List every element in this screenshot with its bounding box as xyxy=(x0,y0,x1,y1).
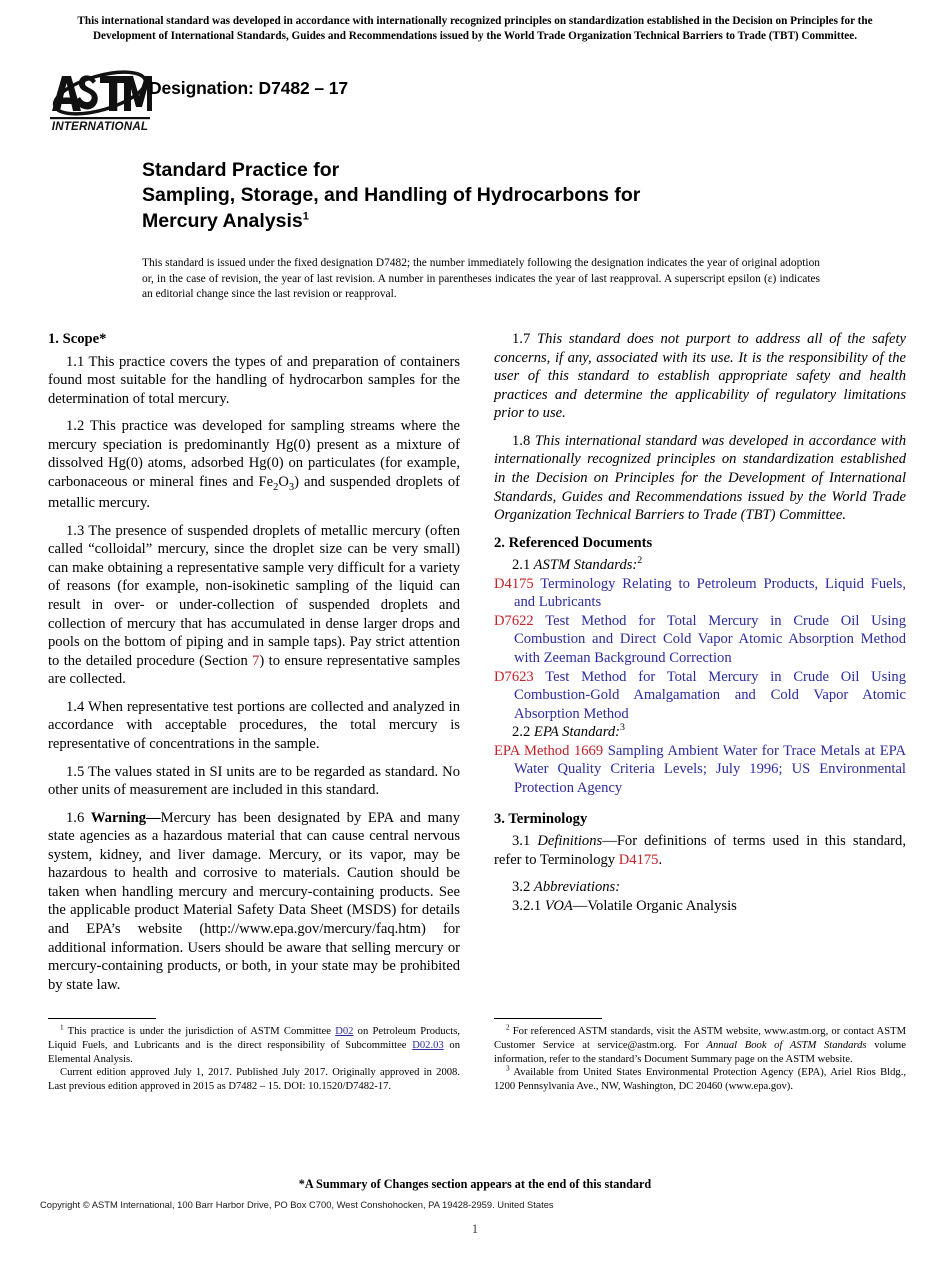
paragraph-text-a: The presence of suspended droplets of metallic mercury (often called “colloidal” mercury, since the droplet size can be very small) can make obtaining a representative sample very difficult for a variety of reasons (for example, non-isokinetic sampling of the liquid can result in over- or under-collection of suspended droplets and collection of mercury that has accumulated in dense larger drops and pools on the bottom of piping and in sample taps). Pay strict attention to the detailed procedure (Section xyxy=(48,522,461,669)
footnote-block-right xyxy=(494,1018,906,1094)
annual-book-title: Annual Book of ASTM Standards xyxy=(706,1039,867,1051)
paragraph-text-b: . xyxy=(658,851,663,868)
astm-logo-icon xyxy=(48,62,152,136)
paragraph-number: 1.2 xyxy=(66,418,85,435)
paragraph-number: 1.1 xyxy=(66,353,85,370)
voa-abbreviation: VOA xyxy=(544,897,573,914)
epa-reference-list xyxy=(494,742,906,798)
footnote-edition-info: Current edition approved July 1, 2017. Published July 2017. Originally approved in 2008. Last previous edition approved in 2015 as D7482 – 15. DOI: 10.1520/D7482-17. xyxy=(48,1067,460,1093)
standard-issue-notice: This standard is issued under the fixed designation D7482; the number immediately following the designation indicates the year of original adoption or, in the case of revision, the year of last revision. A number in parentheses indicates the year of last reapproval. A superscript epsilon (ε) indicates an editorial change since the last revision or reapproval. xyxy=(142,257,820,301)
title-line-3: Mercury Analysis xyxy=(142,209,303,232)
paragraph-number: 3.2.1 xyxy=(512,897,542,914)
footnote-marker-3: 3 xyxy=(620,722,625,734)
committee-d02-link[interactable]: D02 xyxy=(335,1026,354,1037)
subscript-3: 3 xyxy=(288,481,295,493)
reference-title-link[interactable]: Test Method for Total Mercury in Crude Oil Using Combustion-Gold Amalgamation and Cold Vapor Atomic Absorption Method xyxy=(514,668,906,722)
subhead-number: 2.1 xyxy=(512,557,531,574)
paragraph-text-a: —For definitions of terms used in this standard, refer to Terminology xyxy=(494,833,906,868)
left-column xyxy=(48,330,460,1003)
section-heading-terminology: 3. Terminology xyxy=(494,810,588,827)
footnote-text: Available from United States Environmental Protection Agency (EPA), Ariel Rios Bldg., 1200 Pennsylvania Ave., NW, Washington, DC 20460 (www.epa.gov). xyxy=(494,1067,906,1093)
reference-designation-link[interactable]: D4175 xyxy=(494,575,534,592)
paragraph-text: Mercury has been designated by EPA and many state agencies as a hazardous material that can cause central nervous system, kidney, and liver damage. Mercury, or its vapor, may be hazardous to health and corrosive to materials. Caution should be taken when handling mercury and mercury-containing products. See the applicable product Material Safety Data Sheet (MSDS) for details and EPA’s website (http://www.epa.gov/mercury/faq.htm) for additional information. Users should be aware that selling mercury or mercury-containing products, or both, in your state may be prohibited by state law. xyxy=(48,809,460,993)
footnote-3 xyxy=(494,1066,906,1094)
paragraph-number: 1.6 xyxy=(66,809,85,826)
svg-text:INTERNATIONAL: INTERNATIONAL xyxy=(51,120,149,133)
paragraph-1-1 xyxy=(48,353,460,409)
paragraph-number: 3.2 xyxy=(512,879,531,896)
abbreviations-label: Abbreviations: xyxy=(533,879,621,896)
reference-title-link[interactable]: Terminology Relating to Petroleum Products, Liquid Fuels, and Lubricants xyxy=(514,575,906,611)
footnote-marker: 1 xyxy=(60,1023,64,1032)
footnote-text-a: This practice is under the jurisdiction of ASTM Committee xyxy=(63,1026,336,1037)
warning-label: Warning— xyxy=(90,809,161,826)
reference-item xyxy=(494,742,906,798)
paragraph-1-4 xyxy=(48,698,460,754)
paragraph-1-3 xyxy=(48,522,460,689)
section-heading-referenced-documents: 2. Referenced Documents xyxy=(494,534,653,551)
footnote-2 xyxy=(494,1025,906,1066)
paragraph-text-b: ) to ensure representative samples are collected. xyxy=(48,652,460,688)
footnote-marker: 3 xyxy=(506,1064,510,1073)
footnote-marker-2: 2 xyxy=(637,555,643,567)
reference-title-link[interactable]: Test Method for Total Mercury in Crude Oil Using Combustion and Direct Cold Vapor Atomic Absorption Method with Zeeman Background Correction xyxy=(514,612,906,666)
reference-item xyxy=(494,668,906,724)
paragraph-3-2 xyxy=(494,878,906,897)
subhead-number: 2.2 xyxy=(512,724,531,741)
subhead-epa-standard xyxy=(494,723,906,742)
paragraph-text: This practice covers the types of and preparation of containers found most suitable for the handling of hydrocarbon samples for the determination of total mercury. xyxy=(48,353,461,407)
paragraph-1-6 xyxy=(48,809,460,995)
footnote-marker: 2 xyxy=(506,1023,510,1032)
footnote-text-b: volume information, refer to the standard’s Document Summary page on the ASTM website. xyxy=(494,1039,906,1065)
tbt-banner: This international standard was developed in accordance with internationally recognized principles on standardization established in the Decision on Principles for the Development of International Standards, Guides and Recommendations issued by the World Trade Organization Technical Barriers to Trade (TBT) Committee. xyxy=(77,15,873,42)
section-7-link[interactable]: 7 xyxy=(252,652,260,669)
paragraph-number: 3.1 xyxy=(512,833,531,850)
paragraph-text-a: This practice was developed for sampling streams where the mercury speciation is predominantly Hg(0) present as a mixture of dissolved Hg(0) atoms, adsorbed Hg(0) on particulates (for example, carbonaceous or mineral fines and Fe xyxy=(48,418,460,490)
reference-title-link[interactable]: Sampling Ambient Water for Trace Metals at EPA Water Quality Criteria Levels; July 1996; US Environmental Protection Agency xyxy=(514,742,906,796)
title-line-2: Sampling, Storage, and Handling of Hydrocarbons for xyxy=(142,184,641,207)
paragraph-number: 1.5 xyxy=(66,763,85,780)
reference-item xyxy=(494,575,906,612)
paragraph-text: When representative test portions are collected and analyzed in accordance with acceptable procedures, the total mercury is representative of concentrations in the sample. xyxy=(48,698,460,752)
astm-reference-list xyxy=(494,575,906,724)
copyright-notice: Copyright © ASTM International, 100 Barr Harbor Drive, PO Box C700, West Conshohocken, PA 19428-2959. United States xyxy=(40,1199,554,1210)
right-column xyxy=(494,330,906,924)
subcommittee-d0203-link[interactable]: D02.03 xyxy=(412,1039,444,1051)
paragraph-text: —Volatile Organic Analysis xyxy=(572,897,737,914)
reference-designation-link[interactable]: D7623 xyxy=(494,668,534,685)
document-header xyxy=(48,62,908,142)
footnote-text-b: on Petroleum Products, Liquid Fuels, and Lubricants and is the direct responsibility of Subcommittee xyxy=(48,1026,461,1051)
paragraph-text-c: ) and suspended droplets of metallic mercury. xyxy=(48,473,460,512)
paragraph-text: This international standard was developed in accordance with internationally recognized principles on standardization established in the Decision on Principles for the Development of International Standards, Guides and Recommendations issued by the World Trade Organization Technical Barriers to Trade (TBT) Committee. xyxy=(494,432,907,524)
footnote-1 xyxy=(48,1025,460,1066)
subhead-label: EPA Standard: xyxy=(533,724,620,741)
terminology-d4175-link[interactable]: D4175 xyxy=(618,851,659,868)
reference-designation-link[interactable]: EPA Method 1669 xyxy=(494,742,604,759)
footnote-divider xyxy=(494,1018,602,1019)
footnote-block-left xyxy=(48,1018,460,1094)
subhead-astm-standards xyxy=(494,556,906,575)
paragraph-1-2 xyxy=(48,417,460,513)
paragraph-text-b: O xyxy=(278,473,289,490)
title-footnote-marker: 1 xyxy=(302,210,309,223)
page-title xyxy=(142,158,902,234)
paragraph-number: 1.4 xyxy=(66,698,85,715)
paragraph-number: 1.8 xyxy=(512,432,531,449)
paragraph-number: 1.3 xyxy=(66,522,85,539)
title-line-1: Standard Practice for xyxy=(142,159,340,181)
footnote-text-c: on Elemental Analysis. xyxy=(48,1039,461,1065)
reference-item xyxy=(494,612,906,668)
paragraph-text: The values stated in SI units are to be regarded as standard. No other units of measurement are included in this standard. xyxy=(48,763,460,799)
paragraph-1-5 xyxy=(48,763,460,800)
footnote-text-a: For referenced ASTM standards, visit the ASTM website, www.astm.org, or contact ASTM Customer Service at service@astm.org. For xyxy=(494,1026,906,1051)
reference-designation-link[interactable]: D7622 xyxy=(494,612,534,629)
paragraph-number: 1.7 xyxy=(512,331,531,347)
page-number: 1 xyxy=(471,1222,479,1236)
footnote-divider xyxy=(48,1018,156,1019)
paragraph-1-8 xyxy=(494,432,906,525)
summary-of-changes-note: *A Summary of Changes section appears at the end of this standard xyxy=(298,1177,652,1191)
subhead-label: ASTM Standards: xyxy=(533,557,638,574)
definitions-label: Definitions xyxy=(537,833,603,850)
subscript-2: 2 xyxy=(273,481,279,493)
paragraph-1-7 xyxy=(494,330,906,423)
paragraph-3-2-1 xyxy=(494,897,906,916)
paragraph-text: This standard does not purport to address all of the safety concerns, if any, associated with its use. It is the responsibility of the user of this standard to establish appropriate safety and health practices and determine the applicability of regulatory limitations prior to use. xyxy=(494,331,906,422)
paragraph-3-1 xyxy=(494,832,906,869)
section-heading-scope: 1. Scope* xyxy=(48,331,107,347)
designation-label: Designation: D7482 – 17 xyxy=(149,78,349,98)
